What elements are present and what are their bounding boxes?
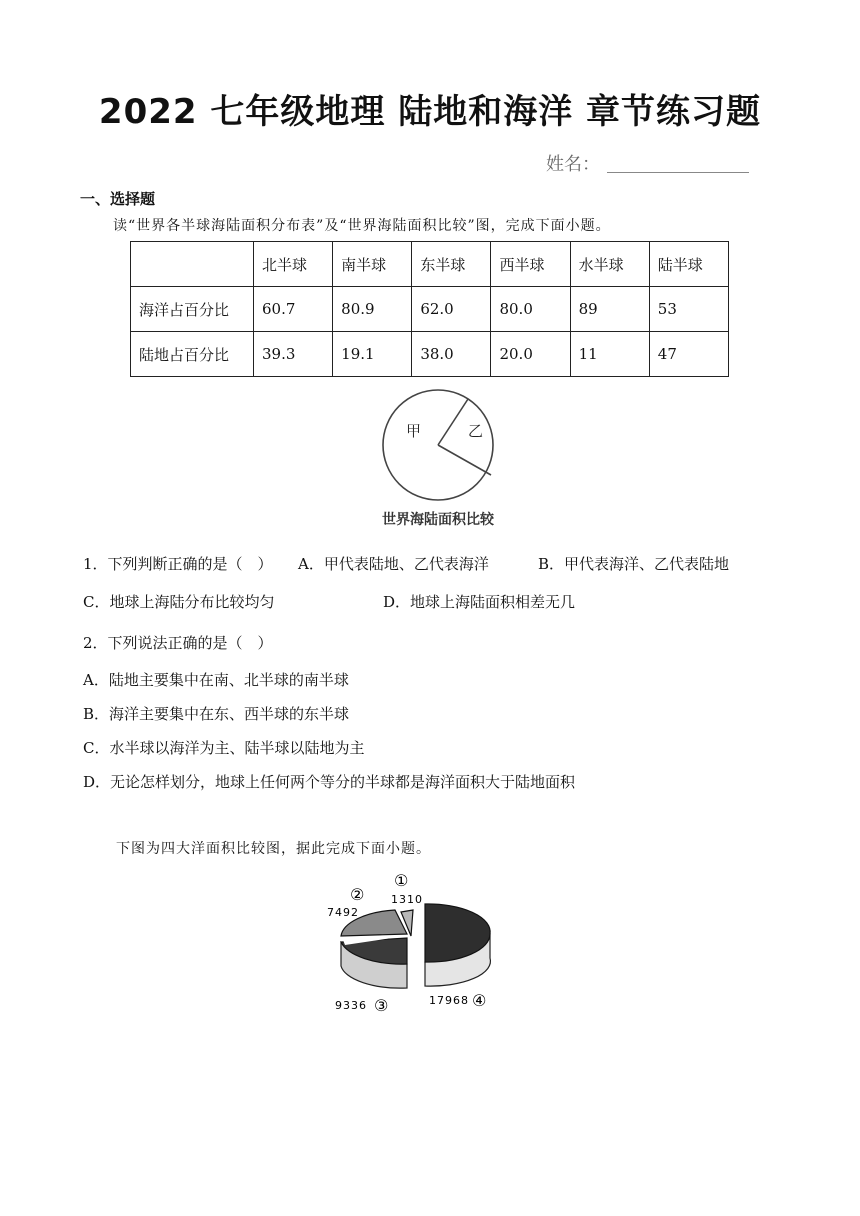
q2-option-d[interactable]: D．无论怎样划分，地球上任何两个等分的半球都是海洋面积大于陆地面积 [83, 773, 576, 791]
four-oceans-pie-figure [325, 866, 505, 1016]
label-value-4: 17968 [429, 994, 469, 1007]
q1-option-d[interactable]: D．地球上海陆面积相差无几 [383, 593, 576, 611]
table-cell: 39.3 [254, 332, 333, 377]
label-yi: 乙 [468, 422, 484, 440]
table-row [131, 287, 729, 332]
table-cell: 西半球 [491, 242, 570, 287]
table-cell: 38.0 [412, 332, 491, 377]
table-cell: 海洋占百分比 [131, 287, 254, 332]
label-value-2: 7492 [327, 906, 359, 919]
label-mark-3: ③ [374, 996, 389, 1015]
page-title: 2022 七年级地理 陆地和海洋 章节练习题 [98, 92, 762, 132]
table-cell: 53 [649, 287, 728, 332]
intro-text-2: 下图为四大洋面积比较图，据此完成下面小题。 [116, 841, 431, 857]
table-cell: 陆半球 [649, 242, 728, 287]
table-cell: 62.0 [412, 287, 491, 332]
q2-option-b[interactable]: B．海洋主要集中在东、西半球的东半球 [83, 705, 350, 723]
table-cell: 南半球 [333, 242, 412, 287]
label-mark-1: ① [394, 871, 409, 890]
table-cell: 60.7 [254, 287, 333, 332]
table-header-row [131, 242, 729, 287]
table-cell: 80.0 [491, 287, 570, 332]
table-cell: 47 [649, 332, 728, 377]
label-mark-2: ② [350, 885, 365, 904]
section-title: 一、选择题 [80, 190, 156, 208]
label-jia: 甲 [406, 422, 422, 440]
label-mark-4: ④ [472, 991, 487, 1010]
q2-option-a[interactable]: A．陆地主要集中在南、北半球的南半球 [83, 671, 349, 689]
label-value-3: 9336 [335, 999, 367, 1012]
table-cell: 80.9 [333, 287, 412, 332]
q2-stem: 2．下列说法正确的是（ ） [83, 634, 273, 652]
table-cell: 东半球 [412, 242, 491, 287]
table-cell: 20.0 [491, 332, 570, 377]
table-cell: 89 [570, 287, 649, 332]
table-cell: 水半球 [570, 242, 649, 287]
q2-option-c[interactable]: C．水半球以海洋为主、陆半球以陆地为主 [83, 739, 365, 757]
q1-option-b[interactable]: B．甲代表海洋、乙代表陆地 [538, 555, 730, 573]
land-sea-pie-figure [370, 386, 510, 536]
intro-text-1: 读“世界各半球海陆面积分布表”及“世界海陆面积比较”图，完成下面小题。 [113, 218, 611, 234]
q1-stem: 1．下列判断正确的是（ ） [83, 555, 273, 573]
table-cell [131, 242, 254, 287]
hemisphere-table [130, 241, 729, 377]
figure-caption: 世界海陆面积比较 [382, 512, 494, 528]
q1-option-a[interactable]: A．甲代表陆地、乙代表海洋 [298, 555, 489, 573]
name-label: 姓名： [546, 154, 600, 175]
table-cell: 陆地占百分比 [131, 332, 254, 377]
name-input-line[interactable] [607, 172, 749, 173]
table-cell: 11 [570, 332, 649, 377]
label-value-1: 1310 [391, 893, 423, 906]
table-cell: 19.1 [333, 332, 412, 377]
table-cell: 北半球 [254, 242, 333, 287]
table-row [131, 332, 729, 377]
q1-option-c[interactable]: C．地球上海陆分布比较均匀 [83, 593, 275, 611]
